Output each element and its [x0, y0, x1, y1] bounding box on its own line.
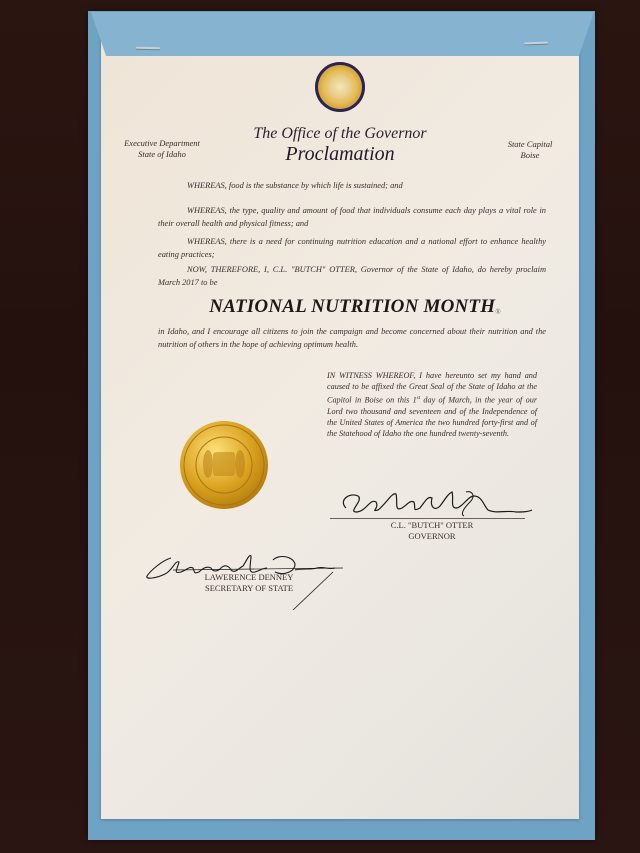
paragraph-text: WHEREAS, food is the substance by which life is sustained; and [187, 181, 403, 190]
city-label: Boise [520, 150, 540, 160]
encouragement-paragraph: in Idaho, and I encourage all citizens to join the campaign and become concerned about their nutrition and the nutrition of others in the hope of achieving optimum health. [158, 327, 546, 349]
governor-signature [336, 486, 536, 520]
seal-center [327, 74, 353, 100]
state-label: State of Idaho [138, 149, 186, 159]
header-left [118, 138, 206, 160]
whereas-paragraph-3 [158, 236, 546, 261]
paragraph-text: WHEREAS, the type, quality and amount of food that individuals consume each day plays a vital role in their overall health and physical fitness; and [158, 206, 546, 228]
page-title: Proclamation [285, 143, 395, 165]
witness-text-1: IN WITNESS WHEREOF, I have hereunto set my hand and caused to be affixed the Great Seal of the State of Idaho at the Capitol in Boise on this 1 [327, 371, 537, 405]
executive-department-label: Executive Department [124, 138, 200, 148]
top-seal-icon [315, 62, 365, 112]
gold-seal-icon [163, 404, 285, 526]
office-title: The Office of the Governor [253, 125, 427, 142]
governor-name: C.L. "BUTCH" OTTER [390, 520, 474, 530]
therefore-paragraph [158, 264, 546, 289]
proclaimed-title [160, 296, 550, 318]
proclaimed-title-text: NATIONAL NUTRITION MONTH [209, 296, 496, 317]
secretary-title: SECRETARY OF STATE [204, 583, 294, 593]
staple-left [136, 47, 160, 49]
secretary-name: LAWERENCE DENNEY [204, 572, 294, 582]
registered-mark: ® [495, 308, 501, 316]
paragraph-text: NOW, THEREFORE, I, C.L. "BUTCH" OTTER, Governor of the State of Idaho, do hereby proclaim March 2017 to be [158, 265, 546, 287]
whereas-paragraph-1 [158, 180, 546, 193]
witness-paragraph [327, 370, 537, 440]
governor-signature-line [330, 518, 525, 519]
paragraph-text: WHEREAS, there is a need for continuing nutrition education and a national effort to enhance healthy eating practices; [158, 237, 546, 259]
ordinal-suffix: st [416, 395, 421, 401]
state-capital-label: State Capital [507, 139, 553, 149]
witness-text-2: day of March, in the year of our Lord two thousand and seventeen and of the Independence of the United States of America the two hundred forty-first and of the Statehood of Idaho the one hundred twenty-seventh. [327, 395, 537, 439]
header-right [500, 139, 560, 161]
top-blue-flap [91, 12, 594, 56]
whereas-paragraph-2 [158, 205, 546, 230]
governor-title: GOVERNOR [408, 531, 456, 541]
